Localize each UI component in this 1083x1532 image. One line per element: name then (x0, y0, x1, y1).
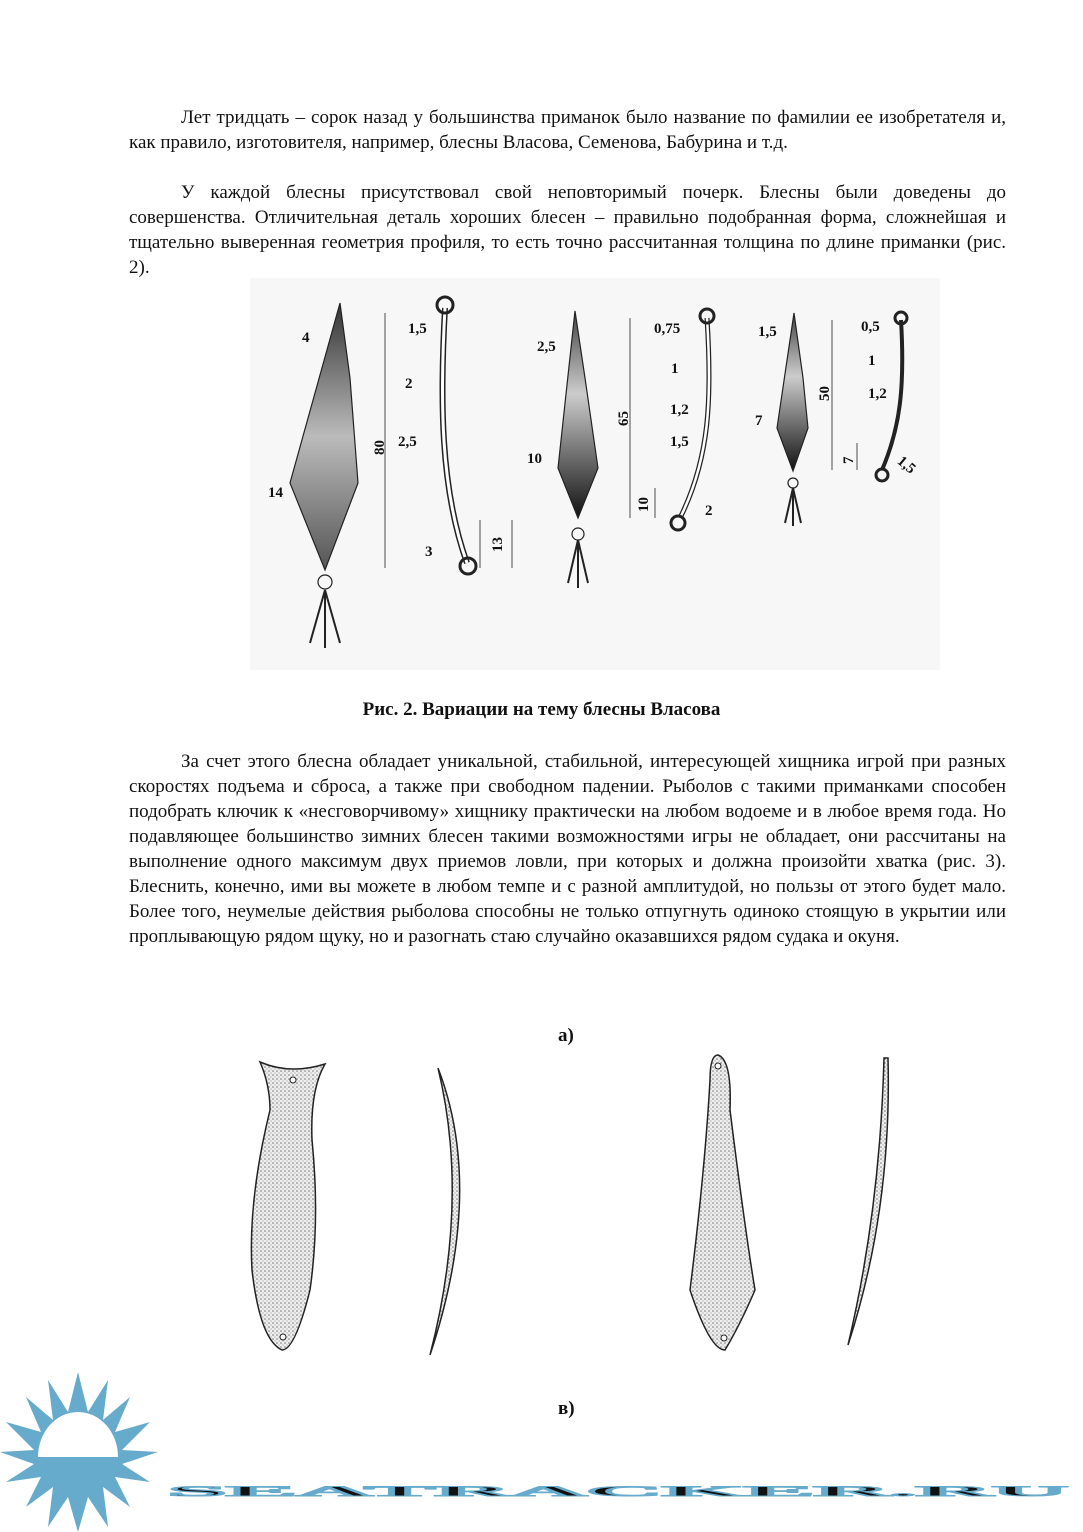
lure-2-thickness: 1 (671, 361, 679, 377)
figure-3-lure-drawings (240, 1050, 920, 1360)
sun-icon (0, 1372, 158, 1532)
lure-1-thickness: 1,5 (408, 321, 427, 337)
figure-2-lure-drawings (250, 278, 940, 670)
lure-1-width-top: 4 (302, 330, 310, 346)
figure-3-label-a: а) (558, 1025, 574, 1046)
lure-3-width-max: 7 (755, 413, 763, 429)
lure-1-width-max: 14 (268, 485, 283, 501)
paragraph-3: За счет этого блесна обладает уникальной, стабильной, интересующей хищника игрой при разных скоростях подъема и сброса, а также при свободном падении. Рыболов с такими приманками способен подобрать ключик к «несговорчивому» хищнику практически на любом водоеме и в любое время года. Но подавляющее большинство зимних блесен такими возможностями игры не обладает, они рассчитаны на выполнение одного максимум двух приемов ловли, при которых и должна произойти хватка (рис. 3). Блеснить, конечно, ими вы можете в любом темпе и с разной амплитудой, но пользы от этого будет мало. Более того, неумелые действия рыболова способны не только отпугнуть одиноко стоящую в укрытии или проплывающую рядом щуку, но и разогнать стаю случайно оказавшихся рядом судака и окуня. (129, 751, 1006, 947)
figure-2-caption: Рис. 2. Вариации на тему блесны Власова (362, 699, 721, 720)
lure-1-thickness: 2 (405, 376, 413, 392)
fish-lure-side (430, 1068, 460, 1355)
lure-2-width-max: 10 (527, 451, 542, 467)
lure-2-width-top: 2,5 (537, 339, 556, 355)
lure-3-thickness: 1,5 (893, 453, 919, 478)
lure-3-thickness: 1,2 (868, 386, 887, 402)
lure-3-bend: 7 (841, 456, 857, 464)
lure-1-thickness: 2,5 (398, 434, 417, 450)
lure-2-thickness: 0,75 (654, 321, 681, 337)
lure-2-thickness: 1,5 (670, 434, 689, 450)
lure-3-length: 50 (817, 386, 833, 401)
paragraph-1: Лет тридцать – сорок назад у большинства приманок было название по фамилии ее изобретателя и, как правило, изготовителя, например, блесны Власова, Семенова, Бабурина и т.д. (129, 107, 1006, 153)
lure-3-thickness: 0,5 (861, 319, 880, 335)
lure-3-width-top: 1,5 (758, 324, 777, 340)
lure-2-length: 65 (616, 411, 632, 426)
narrow-lure-front (690, 1055, 755, 1350)
seatracker-watermark-logo (0, 1372, 1083, 1532)
paragraph-2: У каждой блесны присутствовал свой неповторимый почерк. Блесны были доведены до совершенства. Отличительная деталь хороших блесен – правильно подобранная форма, сложнейшая и тщательно выверенная геометрия профиля, то есть точно рассчитанная толщина по длине приманки (рис. 2). (129, 182, 1006, 278)
lure-3-thickness: 1 (868, 353, 876, 369)
lure-2-bend: 10 (636, 497, 652, 512)
fish-lure-front (251, 1062, 325, 1350)
lure-2-thickness: 2 (705, 503, 713, 519)
watermark-text: SEATRACKER.RU (168, 1484, 1070, 1500)
lure-1-bend: 13 (490, 537, 506, 552)
lure-2-thickness: 1,2 (670, 402, 689, 418)
lure-1-thickness: 3 (425, 544, 433, 560)
figure-3-label-b: в) (558, 1398, 575, 1419)
narrow-lure-side (848, 1058, 888, 1345)
lure-1-length: 80 (372, 440, 388, 455)
